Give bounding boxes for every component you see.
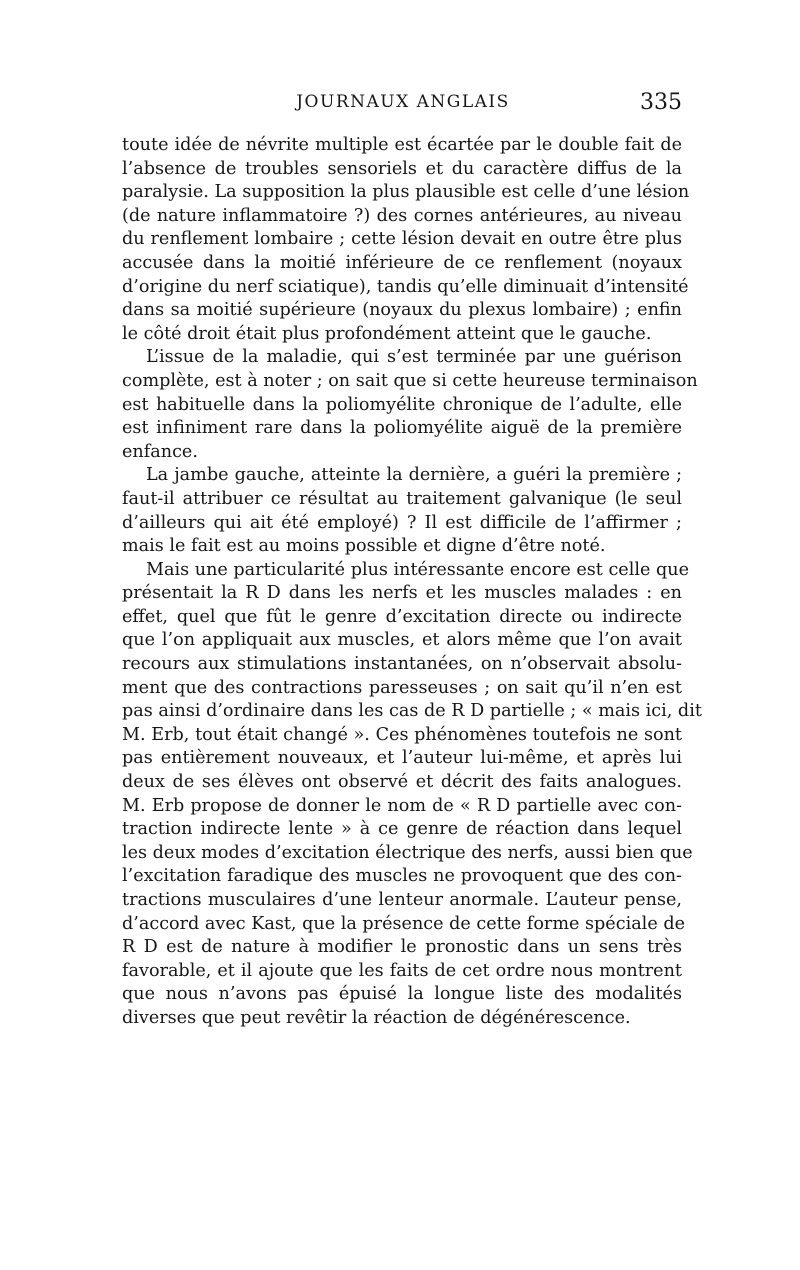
text-line: d’ailleurs qui ait été employé) ? Il est difficile de l’affirmer ; [122,512,682,533]
page-number: 335 [640,90,682,115]
text-line: diverses que peut revêtir la réaction de dégénérescence. [122,1007,631,1028]
text-line: pas ainsi d’ordinaire dans les cas de R D partielle ; « mais ici, dit [122,701,702,722]
text-line: paralysie. La supposition la plus plausible est celle d’une lésion [122,182,690,203]
text-line: toute idée de névrite multiple est écartée par le double fait de [122,135,682,155]
text-line: M. Erb propose de donner le nom de « R D partielle avec con- [122,795,682,816]
text-line: les deux modes d’excitation électrique des nerfs, aussi bien que [122,842,693,863]
text-line: tractions musculaires d’une lenteur anormale. L’auteur pense, [122,890,682,910]
text-line: complète, est à noter ; on sait que si cette heureuse terminaison [122,370,698,391]
text-line: M. Erb, tout était changé ». Ces phénomènes toutefois ne sont [122,724,682,745]
text-line: deux de ses élèves ont observé et décrit des faits analogues. [122,772,682,793]
text-line: du renflement lombaire ; cette lésion devait en outre être plus [122,229,682,250]
text-line: l’absence de troubles sensoriels et du caractère diffus de la [122,158,682,179]
body-text [122,134,702,1031]
text-line: enfance. [122,441,198,462]
running-head [124,90,682,120]
text-line: que l’on appliquait aux muscles, et alors même que l’on avait [122,630,682,651]
text-line: L’issue de la maladie, qui s’est terminée par une guérison [146,347,682,368]
text-line: La jambe gauche, atteinte la dernière, a guéri la première ; [146,465,682,486]
text-line: favorable, et il ajoute que les faits de cet ordre nous montrent [122,960,682,981]
text-line: pas entièrement nouveaux, et l’auteur lui-même, et après lui [122,748,682,769]
text-line: effet, quel que fût le genre d’excitation directe ou indirecte [122,606,682,627]
running-title: JOURNAUX ANGLAIS [296,92,510,112]
text-line: recours aux stimulations instantanées, on n’observait absolu- [122,654,682,675]
text-line: d’origine du nerf sciatique), tandis qu’elle diminuait d’intensité [122,276,689,297]
text-line: présentait la R D dans les nerfs et les muscles malades : en [122,583,682,604]
text-line: l’excitation faradique des muscles ne provoquent que des con- [122,866,682,887]
text-line: est habituelle dans la poliomyélite chronique de l’adulte, elle [122,394,682,415]
text-line: accusée dans la moitié inférieure de ce renflement (noyaux [122,252,682,273]
text-line: ment que des contractions paresseuses ; on sait qu’il n’en est [122,677,682,698]
text-line: est infiniment rare dans la poliomyélite aiguë de la première [122,418,682,439]
text-line: traction indirecte lente » à ce genre de réaction dans lequel [122,819,682,840]
text-line: d’accord avec Kast, que la présence de cette forme spéciale de [122,913,685,934]
text-line: mais le fait est au moins possible et digne d’être noté. [122,536,606,557]
text-line: Mais une particularité plus intéressante encore est celle que [146,559,689,580]
text-line: R D est de nature à modifier le pronostic dans un sens très [122,937,682,958]
text-line: (de nature inflammatoire ?) des cornes antérieures, au niveau [122,205,682,226]
text-line: que nous n’avons pas épuisé la longue liste des modalités [122,984,682,1005]
text-line: faut-il attribuer ce résultat au traitement galvanique (le seul [122,488,682,509]
text-line: dans sa moitié supérieure (noyaux du plexus lombaire) ; enfin [122,300,682,321]
text-line: le côté droit était plus profondément atteint que le gauche. [122,323,652,344]
